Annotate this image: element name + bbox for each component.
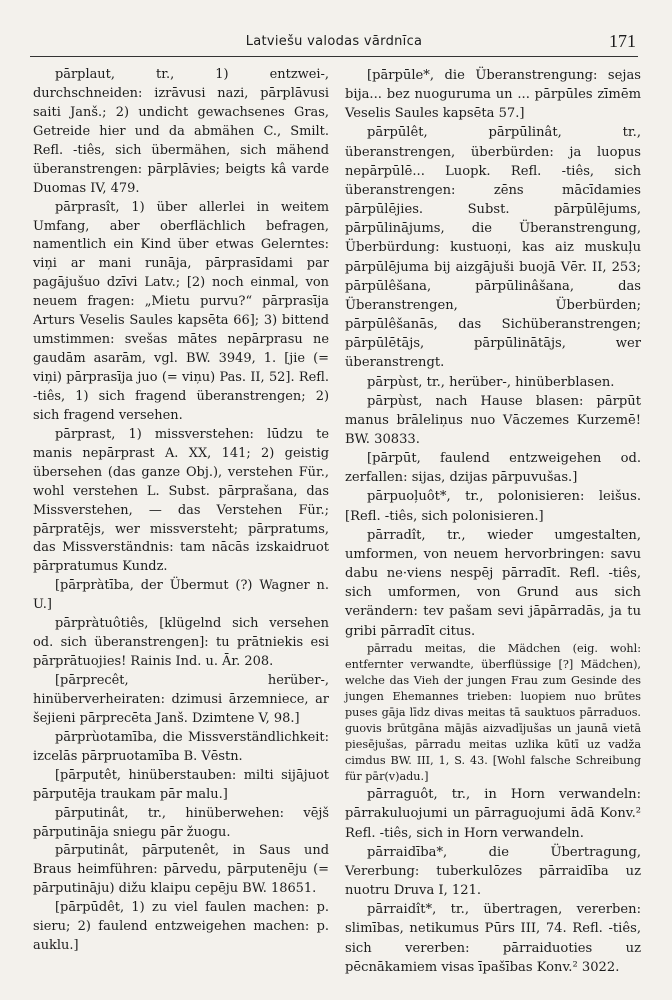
entry-parprasit: pārprasît, 1) über allerlei in weitem Umfang, aber oberflächlich befragen, namentlich ein Kind über etwas Gelerntes: viņi ar mani runāja, pārprasīdami par pagājušuo dzīvi Latv.; [2) noch einmal, von neuem fragen: „Mietu purvu?“ pārprasīja Arturs Veselis Saules kapsēta 66]; 3) bittend umstimmen: svešas mātes nepārprasu ne gaudām asarām, vgl. BW. 3949, 1. [jie (= viņi) pārprasīja juo (= viņu) Pas. II, 52]. Refl. -tiês, 1) sich fragend überanstrengen; 2) sich fragend versehen. xyxy=(33,199,329,423)
entry-parprast: pārprast, 1) missverstehen: lūdzu te manis nepārprast A. XX, 141; 2) geistig übersehen (das ganze Obj.), verstehen Für., wohl verstehen L. Subst. pārprašana, das Missverstehen, — das Verstehen Für.; pārpratējs, wer missversteht; pārpratums, das Missverständnis: tam nācās izskaidruot pārpratumus Kundz. xyxy=(33,426,329,575)
entry-parput: [pārpūt, faulend entzweigehen od. zerfallen: sijas, dzijas pārpuvušas.] xyxy=(345,451,641,486)
entry-parradit: pārradît, tr., wieder umgestalten, umformen, von neuem hervorbringen: savu dabu ne·viens nespēj pārradīt. Refl. -tiês, sich umformen, von Grund aus sich verändern: tev pašam sevi jāpārradās, ja tu gribi pārradīt citus. xyxy=(345,527,641,639)
entry-parpruotamiba: pārprùotamība, die Missverständlichkeit: izcelās pārpruotamība B. Vēstn. xyxy=(33,729,329,764)
page-header xyxy=(30,30,638,57)
entry-parputet: [pārputêt, hinüberstauben: milti sijājuot pārputēja traukam pār malu.] xyxy=(33,767,329,802)
right-column xyxy=(345,66,641,977)
entry-parplaut: pārplaut, tr., 1) entzwei-, durchschneiden: izrāvusi nazi, pārplāvusi saiti Janš.; 2) undicht gewachsenes Gras, Getreide hier und da abmähen C., Smilt. Refl. -tiês, sich übermähen, sich mähend überanstrengen: pārplāvies; beigts kâ varde Duomas IV, 479. xyxy=(33,67,329,196)
entry-parraidit: pārraidît*, tr., übertragen, vererben: slimības, netikumus Pūrs III, 74. Refl. -tiês, sich vererben: pārraiduoties uz pēcnākamiem visas īpašības Konv.² 3022. xyxy=(345,902,641,975)
entry-parpust-2: pārpùst, nach Hause blasen: pārpūt manus brāleliņus nuo Vāczemes Kurzemē! BW. 30833. xyxy=(345,393,641,447)
entry-parpulet: pārpūlêt, pārpūlinât, tr., überanstrengen, überbürden: ja luopus nepārpūlē... Luopk. Refl. -tiês, sich überanstrengen: zēns mācīdamies pārpūlējies. Subst. pārpūlējums, pārpūlinājums, die Überanstrengung, Überbürdung: kustuoņi, kas aiz muskuļu pārpūlējuma bij aizgājuši buojā Vēr. II, 253; pārpūlêšana, pārpūlinâšana, das Überanstrengen, Überbürden; pārpūlêšanās, das Sichüberanstrengen; pārpūlētājs, pārpūlinātājs, wer überanstrengt. xyxy=(345,125,641,371)
entry-parpratiba: [pārpràtība, der Übermut (?) Wagner n. U.] xyxy=(33,578,329,613)
left-column xyxy=(33,66,329,956)
entry-parputinat-2: pārputinât, pārputenêt, in Saus und Braus heimführen: pārvedu, pārputenēju (= pārputināju) dižu klaipu cepēju BW. 18651. xyxy=(33,843,329,897)
page-number: 171 xyxy=(609,31,636,51)
entry-parraidiba: pārraidība*, die Übertragung, Vererbung: tuberkulōzes pārraidība uz nuotru Druva I, 121. xyxy=(345,844,641,899)
entry-parpuoluot: pārpuoļuôt*, tr., polonisieren: leišus. [Refl. -tiês, sich polonisieren.] xyxy=(345,489,641,524)
entry-parputinat-1: pārputinât, tr., hinüberwehen: vējš pārputināja sniegu pār žuogu. xyxy=(33,805,329,840)
entry-parpudet: [pārpūdêt, 1) zu viel faulen machen: p. sieru; 2) faulend entzweigehen machen: p. auklu.] xyxy=(33,900,329,954)
entry-parpratuoties: pārpràtuôtiês, [klügelnd sich versehen od. sich überanstrengen]: tu prātniekis esi pārprātuojies! Rainis Ind. u. Ār. 208. xyxy=(33,616,329,670)
running-title: Latviešu valodas vārdnīca xyxy=(245,34,423,49)
entry-parradu: pārradu meitas, die Mädchen (eig. wohl: entfernter verwandte, überflüssige [?] Mädchen), welche das Vieh der jungen Frau zum Gesinde des jungen Ehemannes trieben: luopiem nuo brūtes puses gāja līdz divas meitas tā sauktuos pārraduos. guovis brūtgāna mājās aizvadījušas un jaunā vietā piesējušas, pārradu meitas uzlika kūtī uz vadža cimdus BW. III, 1, S. 43. [Wohl falsche Schreibung für pār(v)adu.] xyxy=(345,641,641,784)
entry-parpust-1: pārpùst, tr., herüber-, hinüberblasen. xyxy=(367,374,615,390)
entry-parraguot: pārraguôt, tr., in Horn verwandeln: pārrakuluojumi un pārraguojumi ādā Konv.² Refl. -tiês, sich in Horn verwandeln. xyxy=(345,787,641,841)
entry-parprecet: [pārprecêt, herüber-, hinüberverheiraten: dzimusi ārzemniece, ar šejieni pārprecēta Janš. Dzimtene V, 98.] xyxy=(33,673,329,726)
entry-parpule: [pārpūle*, die Überanstrengung: sejas bija... bez nuoguruma un ... pārpūles zīmēm Veselis Saules kapsēta 57.] xyxy=(345,68,641,122)
